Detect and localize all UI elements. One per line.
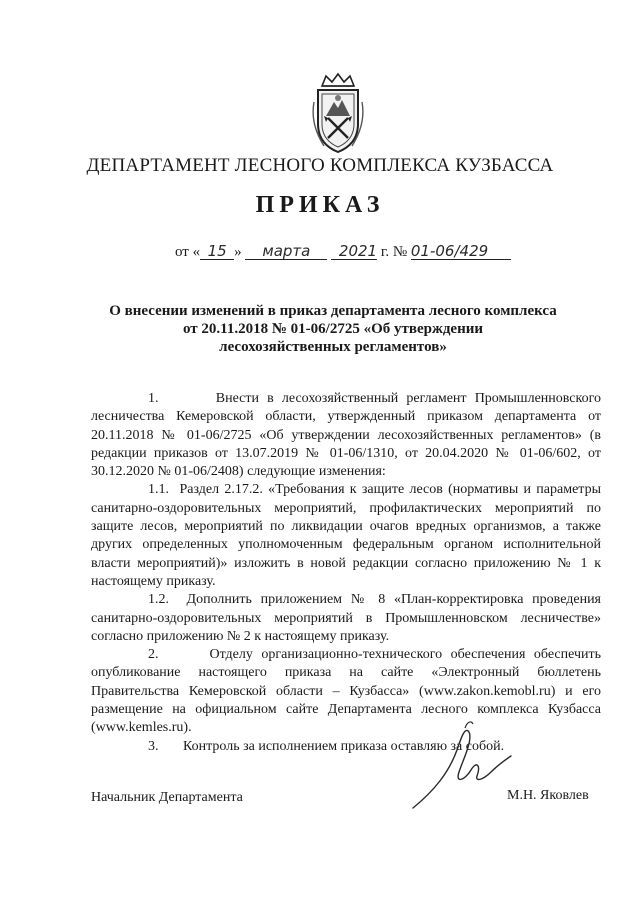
date-month: марта xyxy=(245,244,327,260)
date-year: 2021 xyxy=(331,244,377,260)
paragraph-2: 2. Отделу организационно-технического обеспечения обеспечить опубликование настоящего приказа на сайте «Электронный бюллетень Правительства Кемеровской области – Кузбасса» (www.zakon.kemobl.ru) и его размещение на официальном сайте Департамента лесного комплекса Кузбасса (www.kemles.ru). xyxy=(91,647,601,736)
document-type-title: ПРИКАЗ xyxy=(255,192,385,218)
order-body xyxy=(91,390,601,756)
order-number-label: № xyxy=(392,244,408,260)
date-day: 15 xyxy=(200,244,234,260)
paragraph-1-1: 1.1. Раздел 2.17.2. «Требования к защите лесов (нормативы и параметры санитарно-оздоровительных мероприятий, профилактических мероприятий по защите лесов, мероприятий по ликвидации очагов вредных организмов, а также других определенных уполномоченным федеральным органом исполнительной власти мероприятий)» изложить в новой редакции согласно приложению № 1 к настоящему приказу. xyxy=(91,482,601,589)
order-subject xyxy=(96,302,570,356)
signatory-position: Начальник Департамента xyxy=(91,790,243,805)
paragraph-1-2: 1.2. Дополнить приложением № 8 «План-корректировка проведения санитарно-оздоровительных мероприятий в Промышленновском лесничестве» согласно приложению № 2 к настоящему приказу. xyxy=(91,592,601,644)
order-number: 01-06/429 xyxy=(411,244,511,260)
paragraph-3: 3. Контроль за исполнением приказа оставляю за собой. xyxy=(148,738,505,754)
date-prefix: от « xyxy=(175,244,201,260)
subject-line-1: О внесении изменений в приказ департамента лесного комплекса xyxy=(109,303,557,319)
signatory-name: М.Н. Яковлев xyxy=(507,788,589,803)
subject-line-2: от 20.11.2018 № 01-06/2725 «Об утверждении xyxy=(182,321,483,337)
date-year-suffix: г. xyxy=(380,244,390,260)
date-mid: » xyxy=(234,244,242,260)
date-line xyxy=(175,244,511,261)
handwritten-signature-icon xyxy=(405,720,515,810)
subject-line-3: лесохозяйственных регламентов» xyxy=(219,339,447,355)
paragraph-1: 1. Внести в лесохозяйственный регламент Промышленновского лесничества Кемеровской области, утвержденный приказом департамента от 20.11.2018 № 01-06/2725 «Об утверждении лесохозяйственных регламентов» (в редакции приказов от 13.07.2019 № 01-06/1310, от 20.04.2020 № 01-06/602, от 30.12.2020 № 01-06/2408) следующие изменения: xyxy=(91,391,601,480)
kuzbass-coat-of-arms-icon xyxy=(306,72,370,156)
department-name: ДЕПАРТАМЕНТ ЛЕСНОГО КОМПЛЕКСА КУЗБАССА xyxy=(86,155,554,176)
